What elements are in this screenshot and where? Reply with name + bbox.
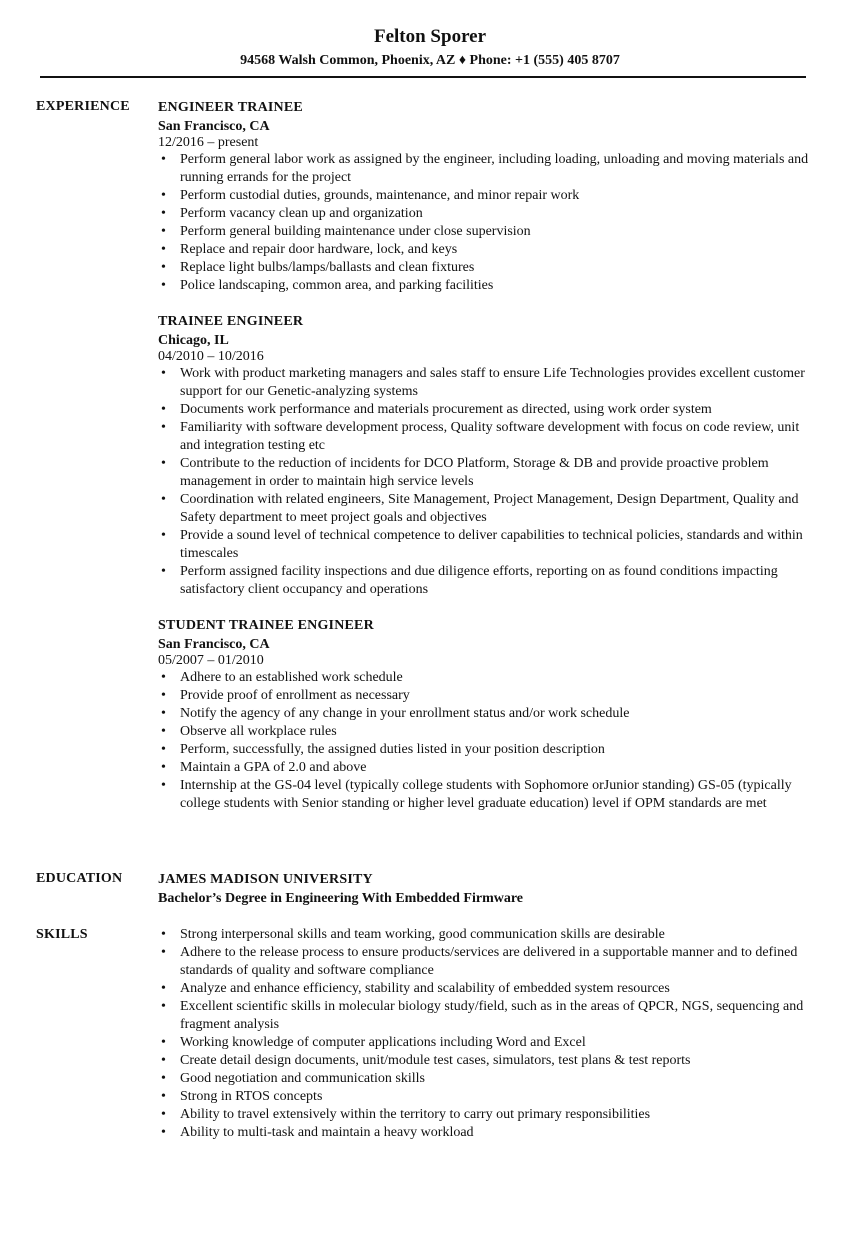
list-item [158,1124,818,1142]
list-item [158,687,818,705]
job-title: STUDENT TRAINEE ENGINEER [158,618,374,633]
bullet-text: Perform assigned facility inspections and due diligence efforts, reporting on as found conditions impacting satisfactory client occupancy and operations [180,564,778,597]
list-item [158,419,818,455]
list-item [158,980,818,998]
bullet-icon: • [161,1107,166,1122]
bullet-text: Police landscaping, common area, and parking facilities [180,278,494,293]
list-item [158,563,818,599]
bullet-icon: • [161,927,166,942]
bullet-icon: • [161,366,166,381]
list-item [158,1052,818,1070]
job-title: ENGINEER TRAINEE [158,100,303,115]
bullet-icon: • [161,1125,166,1140]
job-entry [158,98,818,295]
list-item [158,401,818,419]
list-item [158,723,818,741]
skills-body [158,926,818,1142]
bullet-text: Work with product marketing managers and sales staff to ensure Life Technologies provides excellent customer support for our Genetic-analyzing systems [180,366,805,399]
bullet-icon: • [161,1071,166,1086]
list-item [158,365,818,401]
bullet-icon: • [161,456,166,471]
bullet-text: Perform general labor work as assigned by the engineer, including loading, unloading and moving materials and running errands for the project [180,152,809,185]
education-heading: EDUCATION [36,871,123,886]
bullet-icon: • [161,1035,166,1050]
bullet-icon: • [161,981,166,996]
job-entry [158,312,818,599]
bullet-icon: • [161,670,166,685]
education-body [158,870,818,908]
job-title: TRAINEE ENGINEER [158,314,304,329]
resume-header [0,22,860,70]
experience-heading: EXPERIENCE [36,99,130,114]
bullet-text: Perform general building maintenance under close supervision [180,224,531,239]
list-item [158,205,818,223]
bullet-icon: • [161,724,166,739]
bullet-icon: • [161,706,166,721]
bullet-icon: • [161,1089,166,1104]
bullet-icon: • [161,188,166,203]
bullet-icon: • [161,999,166,1014]
list-item [158,759,818,777]
bullet-icon: • [161,778,166,793]
bullet-text: Coordination with related engineers, Site Management, Project Management, Design Department, Quality and Safety department to meet project goals and objectives [180,492,799,525]
job-dates: 04/2010 – 10/2016 [158,349,264,364]
skill-text: Create detail design documents, unit/module test cases, simulators, test plans & test reports [180,1053,691,1068]
list-item [158,777,818,813]
bullet-icon: • [161,742,166,757]
bullet-text: Internship at the GS-04 level (typically college students with Sophomore orJunior standing) GS-05 (typically college students with Senior standing or higher level graduate education) level if OPM standards are met [180,778,792,811]
list-item [158,926,818,944]
skills-list [158,926,818,1142]
degree-name: Bachelor’s Degree in Engineering With Embedded Firmware [158,891,524,906]
bullet-text: Provide proof of enrollment as necessary [180,688,410,703]
list-item [158,741,818,759]
bullet-text: Maintain a GPA of 2.0 and above [180,760,367,775]
bullet-icon: • [161,278,166,293]
bullet-text: Familiarity with software development process, Quality software development with focus on code review, unit and integration testing etc [180,420,800,453]
job-bullet-list [158,365,818,599]
list-item [158,705,818,723]
bullet-icon: • [161,688,166,703]
list-item [158,669,818,687]
job-bullet-list [158,669,818,813]
bullet-text: Replace and repair door hardware, lock, and keys [180,242,458,257]
job-location: San Francisco, CA [158,637,270,652]
bullet-text: Perform, successfully, the assigned duties listed in your position description [180,742,605,757]
bullet-icon: • [161,206,166,221]
list-item [158,527,818,563]
skill-text: Ability to multi-task and maintain a heavy workload [180,1125,474,1140]
list-item [158,998,818,1034]
job-location: Chicago, IL [158,333,229,348]
bullet-icon: • [161,945,166,960]
list-item [158,151,818,187]
school-name: JAMES MADISON UNIVERSITY [158,872,373,887]
bullet-icon: • [161,1053,166,1068]
candidate-name: Felton Sporer [373,26,487,47]
header-divider [40,76,806,78]
bullet-text: Documents work performance and materials procurement as directed, using work order system [180,402,712,417]
list-item [158,241,818,259]
contact-line: 94568 Walsh Common, Phoenix, AZ ♦ Phone: +1 (555) 405 8707 [240,53,620,68]
skill-text: Strong in RTOS concepts [180,1089,323,1104]
bullet-icon: • [161,242,166,257]
bullet-text: Provide a sound level of technical competence to deliver capabilities to technical policies, standards and within timescales [180,528,803,561]
bullet-icon: • [161,420,166,435]
bullet-icon: • [161,760,166,775]
list-item [158,223,818,241]
job-dates: 05/2007 – 01/2010 [158,653,264,668]
bullet-text: Perform custodial duties, grounds, maintenance, and minor repair work [180,188,580,203]
job-dates: 12/2016 – present [158,135,259,150]
skill-text: Excellent scientific skills in molecular biology study/field, such as in the areas of QPCR, NGS, sequencing and fragment analysis [180,999,804,1032]
bullet-icon: • [161,224,166,239]
list-item [158,455,818,491]
bullet-icon: • [161,260,166,275]
bullet-text: Replace light bulbs/lamps/ballasts and clean fixtures [180,260,475,275]
list-item [158,1070,818,1088]
bullet-icon: • [161,528,166,543]
skill-text: Adhere to the release process to ensure products/services are delivered in a supportable manner and to defined standards of quality and software compliance [180,945,798,978]
bullet-icon: • [161,402,166,417]
bullet-text: Contribute to the reduction of incidents for DCO Platform, Storage & DB and provide proactive problem management in order to maintain high service levels [180,456,769,489]
bullet-icon: • [161,152,166,167]
bullet-icon: • [161,564,166,579]
list-item [158,187,818,205]
job-entry [158,616,818,813]
skills-heading: SKILLS [36,927,88,942]
list-item [158,1034,818,1052]
list-item [158,1088,818,1106]
list-item [158,277,818,295]
job-bullet-list [158,151,818,295]
skill-text: Analyze and enhance efficiency, stability and scalability of embedded system resources [180,981,670,996]
skill-text: Strong interpersonal skills and team working, good communication skills are desirable [180,927,665,942]
list-item [158,944,818,980]
list-item [158,1106,818,1124]
skill-text: Ability to travel extensively within the territory to carry out primary responsibilities [180,1107,651,1122]
bullet-text: Adhere to an established work schedule [180,670,403,685]
bullet-text: Perform vacancy clean up and organization [180,206,423,221]
job-location: San Francisco, CA [158,119,270,134]
bullet-text: Notify the agency of any change in your enrollment status and/or work schedule [180,706,630,721]
bullet-text: Observe all workplace rules [180,724,337,739]
list-item [158,491,818,527]
list-item [158,259,818,277]
experience-body [158,98,818,830]
bullet-icon: • [161,492,166,507]
skill-text: Good negotiation and communication skills [180,1071,425,1086]
skill-text: Working knowledge of computer applications including Word and Excel [180,1035,586,1050]
